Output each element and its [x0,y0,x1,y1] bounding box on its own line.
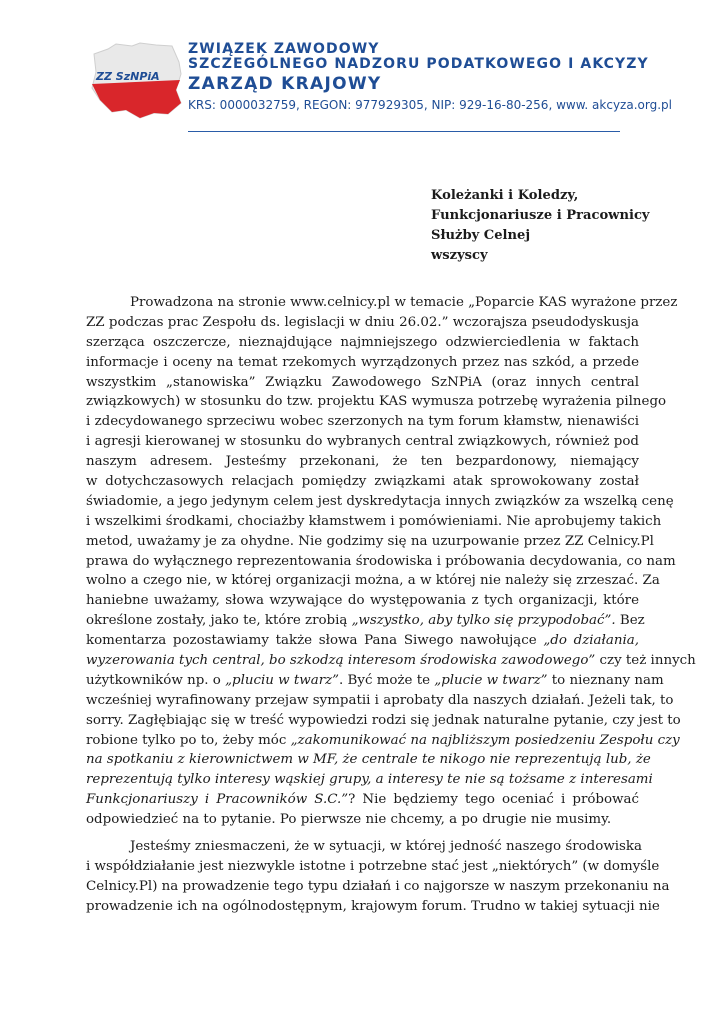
text-run: komentarza pozostawiamy także słowa Pana Siwego nawołujące [86,633,544,649]
text-line: i agresji kierowanej w stosunku do wybranych central związkowych, również pod [86,434,639,450]
text-line: odpowiedzieć na to pytanie. Po pierwsze nie chcemy, a po drugie nie musimy. [86,812,612,828]
text-line: świadomie, a jego jedynym celem jest dyskredytacja innych związków za wszelką cenę [86,493,674,509]
quote-run: „wszystko, aby tylko się przypodobać”. [351,613,616,629]
text-line [86,731,680,751]
text-run: robione tylko po to, żeby móc [86,732,291,748]
text-line: i wszelkimi środkami, chociażby kłamstwem i pomówieniami. Nie aprobujemy takich [86,513,662,529]
text-line: Celnicy.Pl) na prowadzenie tego typu działań i co najgorsze w naszym przekonaniu na [86,878,670,894]
text-line [86,611,645,631]
addressee-line: wszyscy [431,248,488,263]
text-line: w dotychczasowych relacjach pomiędzy związkami atak sprowokowany został [86,474,639,490]
text-line: informacje i oceny na temat rzekomych wyrządzonych przez nas szkód, a przede [86,354,639,370]
text-line: Jesteśmy zniesmaczeni, że w sytuacji, w której jedność naszego środowiska [130,839,643,855]
text-line: wszystkim „stanowiska” Związku Zawodowego SzNPiA (oraz innych central [86,374,639,390]
logo-text: ZZ SzNPiA [96,70,160,83]
text-line [86,770,653,790]
header-divider [188,131,620,132]
text-line: i zdecydowanego sprzeciwu wobec szerzonych na tym forum kłamstw, nienawiści [86,414,639,430]
addressee-line: Funkcjonariusze i Pracownicy [431,208,650,223]
text-line [86,671,664,691]
text-run: czy też innych [595,653,696,669]
text-line: metod, uważamy je za ohydne. Nie godzimy się na uzurpowanie przez ZZ Celnicy.Pl [86,533,654,549]
union-logo [86,40,186,120]
text-line: Prowadzona na stronie www.celnicy.pl w temacie „Poparcie KAS wyrażone przez [130,295,678,310]
quote-run: na spotkaniu z kierownictwem w MF, że centrale te nikogo nie reprezentują lub, że [86,752,651,768]
text-line: prowadzenie ich na ogólnodostępnym, krajowym forum. Trudno w takiej sytuacji nie [86,898,660,914]
text-line [86,651,696,671]
quote-run: „pluciu w twarz” [225,672,340,688]
board-name: ZARZĄD KRAJOWY [188,74,382,94]
text-run: Bez [615,613,645,629]
quote-run: wyzerowania tych central, bo szkodzą interesom środowiska zawodowego” [86,653,596,669]
text-line: prawa do wyłącznego reprezentowania środowiska i próbowania decydowania, co nam [86,553,676,569]
text-line: szerząca oszczercze, nieznajdujące najmniejszego odzwierciedlenia w faktach [86,334,639,350]
union-name-line2: SZCZEGÓLNEGO NADZORU PODATKOWEGO I AKCYZY [188,56,649,72]
text-run: . Być może te [339,672,435,688]
registration-info: KRS: 0000032759, REGON: 977929305, NIP: 929-16-80-256, www. akcyza.org.pl [188,98,672,112]
text-line: związkowych) w stosunku do tzw. projektu KAS wymusza potrzebę wyrażenia pilnego [86,394,667,410]
text-line: wcześniej wyrafinowany przejaw sympatii i aprobaty dla naszych działań. Jeżeli tak, to [86,692,674,708]
text-run: to nieznany nam [547,672,664,688]
text-line: i współdziałanie jest niezwykle istotne i potrzebne stać jest „niektórych” (w domyśle [86,858,660,874]
text-line: sorry. Zagłębiając się w treść wypowiedzi rodzi się jednak naturalne pytanie, czy jest to [86,712,681,728]
union-name-line1: ZWIĄZEK ZAWODOWY [188,41,380,57]
quote-run: „do działania, [543,633,639,649]
text-line [86,631,639,651]
addressee-line: Służby Celnej [431,228,531,243]
quote-run: Funkcjonariuszy i Pracowników S.C.” [86,792,349,808]
text-line: haniebne uważamy, słowa wzywające do występowania z tych organizacji, które [86,593,639,609]
quote-run: „zakomunikować na najbliższym posiedzeniu Zespołu czy [290,732,680,748]
text-run: użytkowników np. o [86,672,226,688]
addressee-line: Koleżanki i Koledzy, [431,188,579,203]
text-line: wolno a czego nie, w której organizacji można, a w której nie należy się zrzeszać. Za [86,573,660,589]
text-line: naszym adresem. Jesteśmy przekonani, że ten bezpardonowy, niemający [86,454,639,470]
letter-body [86,293,696,917]
quote-run: reprezentują tylko interesy wąskiej grupy, a interesy te nie są tożsame z interesami [86,772,653,788]
text-line [86,750,651,770]
letterhead [188,41,672,113]
text-run: ? Nie będziemy tego oceniać i próbować [348,792,639,808]
addressee-block [431,186,650,266]
text-line [86,790,639,810]
quote-run: „plucie w twarz” [434,672,548,688]
text-run: określone zostały, jako te, które zrobią [86,613,352,629]
text-line: ZZ podczas prac Zespołu ds. legislacji w dniu 26.02.” wczorajsza pseudodyskusja [86,314,639,330]
